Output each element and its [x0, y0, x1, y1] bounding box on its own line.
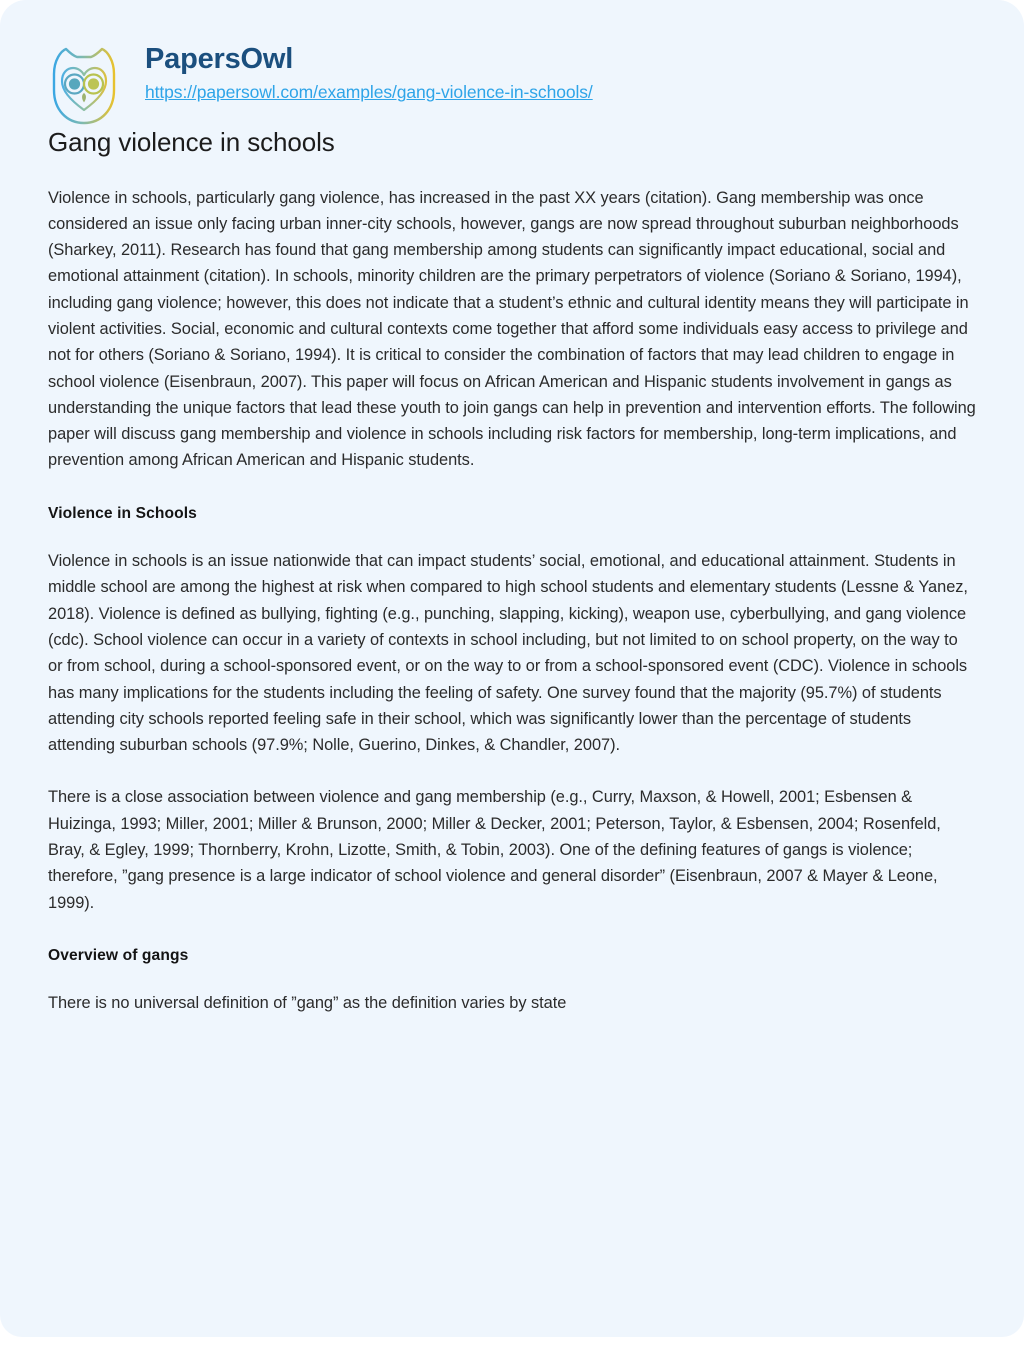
owl-logo-icon[interactable]	[47, 44, 121, 128]
paragraph-violence-gang-association: There is a close association between violence and gang membership (e.g., Curry, Maxson, & Howell, 2001; Esbensen & Huizinga, 1993; Miller, 2001; Miller & Brunson, 2000; Miller & Decker, 2001; Peterson, Taylor, & Esbensen, 2004; Rosenfeld, Bray, & Egley, 1999; Thornberry, Krohn, Lizotte, Smith, & Tobin, 2003). One of the defining features of gangs is violence; therefore, ”gang presence is a large indicator of school violence and general disorder” (Eisenbraun, 2007 & Mayer & Leone, 1999).	[48, 788, 941, 912]
section-heading-overview-of-gangs: Overview of gangs	[48, 946, 189, 964]
section-heading-violence-in-schools: Violence in Schools	[48, 504, 197, 522]
brand-block	[145, 44, 593, 103]
site-masthead	[40, 0, 984, 103]
article-body	[40, 126, 984, 1016]
paragraph-intro: Violence in schools, particularly gang violence, has increased in the past XX years (citation). Gang membership was once considered an issue only facing urban inner-city schools, however, gangs are now spread throughout suburban neighborhoods (Sharkey, 2011). Research has found that gang membership among students can significantly impact educational, social and emotional attainment (citation). In schools, minority children are the primary perpetrators of violence (Soriano & Soriano, 1994), including gang violence; however, this does not indicate that a student’s ethnic and cultural identity means they will participate in violent activities. Social, economic and cultural contexts come together that afford some individuals easy access to privilege and not for others (Soriano & Soriano, 1994). It is critical to consider the combination of factors that may lead children to engage in school violence (Eisenbraun, 2007). This paper will focus on African American and Hispanic students involvement in gangs as understanding the unique factors that lead these youth to join gangs can help in prevention and intervention efforts. The following paper will discuss gang membership and violence in schools including risk factors for membership, long-term implications, and prevention among African American and Hispanic students.	[48, 188, 976, 470]
paragraph-violence-definition: Violence in schools is an issue nationwide that can impact students’ social, emotional, and educational attainment. Students in middle school are among the highest at risk when compared to high school students and elementary students (Lessne & Yanez, 2018). Violence is defined as bullying, fighting (e.g., punching, slapping, kicking), weapon use, cyberbullying, and gang violence (cdc). School violence can occur in a variety of contexts in school including, but not limited to on school property, on the way to or from school, during a school-sponsored event, or on the way to or from a school-sponsored event (CDC). Violence in schools has many implications for the students including the feeling of safety. One survey found that the majority (95.7%) of students attending city schools reported feeling safe in their school, which was significantly lower than the percentage of students attending suburban schools (97.9%; Nolle, Guerino, Dinkes, & Chandler, 2007).	[48, 552, 968, 755]
source-url-link[interactable]: https://papersowl.com/examples/gang-violence-in-schools/	[145, 82, 593, 103]
paragraph-gang-definition: There is no universal definition of ”gang” as the definition varies by state	[48, 994, 567, 1013]
brand-name: PapersOwl	[145, 43, 294, 75]
page-title: Gang violence in schools	[48, 127, 335, 157]
page-bottom-gutter	[0, 1337, 1024, 1350]
